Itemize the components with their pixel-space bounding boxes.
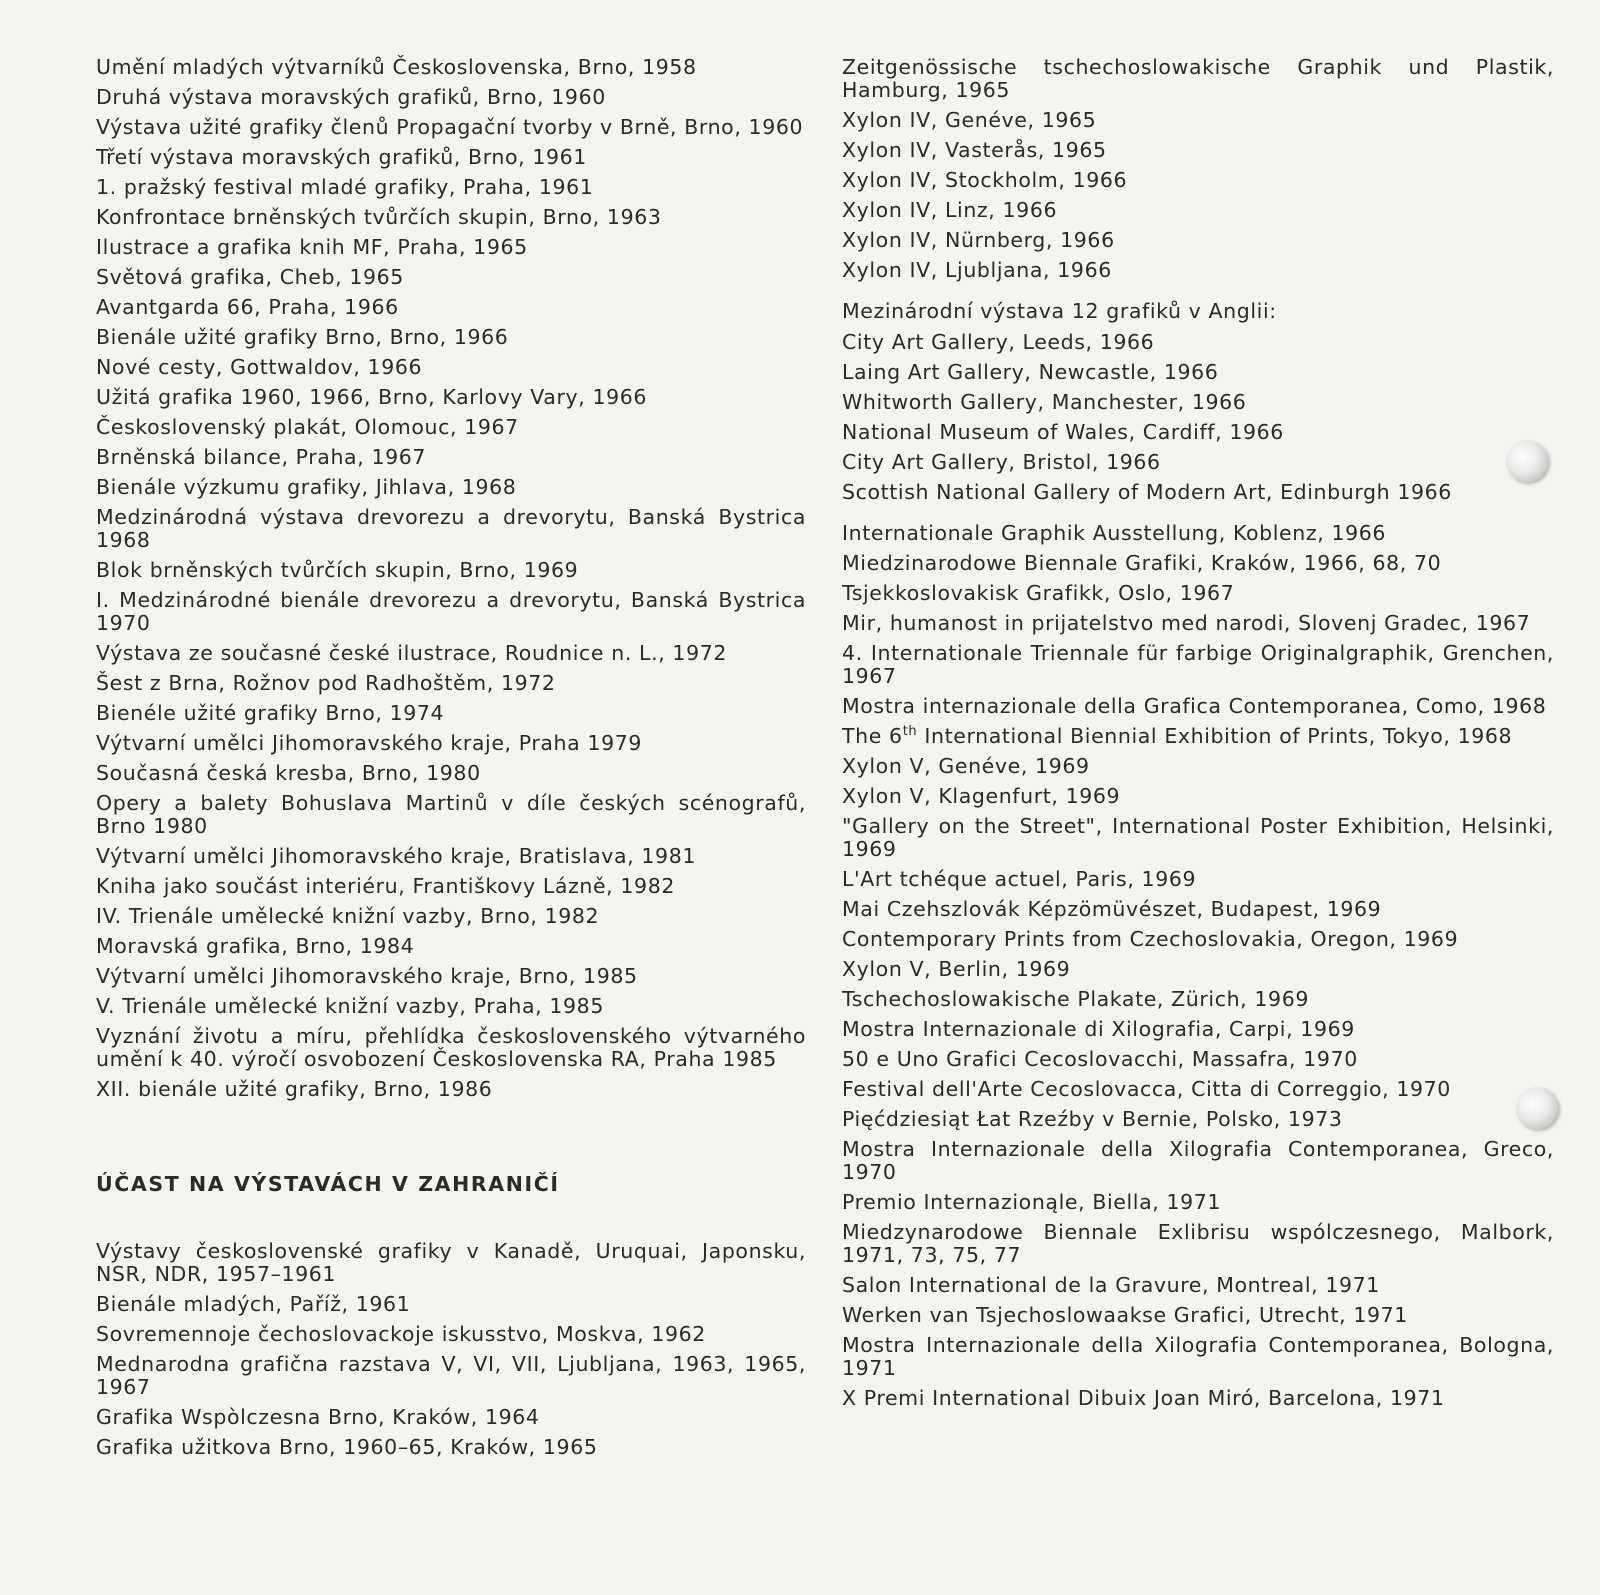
exhibition-entry: Brněnská bilance, Praha, 1967 xyxy=(96,445,427,469)
exhibition-entry: Výstava ze současné české ilustrace, Roudnice n. L., 1972 xyxy=(96,641,728,665)
exhibition-entry: Třetí výstava moravských grafiků, Brno, 1961 xyxy=(96,145,587,169)
exhibition-entry: "Gallery on the Street", International Poster Exhibition, Helsinki, 1969 xyxy=(842,814,1554,861)
subheading-england: Mezinárodní výstava 12 grafiků v Anglii: xyxy=(842,299,1277,323)
exhibition-entry: Současná česká kresba, Brno, 1980 xyxy=(96,761,481,785)
exhibition-entry: 1. pražský festival mladé grafiky, Praha, 1961 xyxy=(96,175,594,199)
exhibition-entry: I. Medzinárodné bienále drevorezu a drevorytu, Banská Bystrica 1970 xyxy=(96,588,806,635)
exhibition-entry: L'Art tchéque actuel, Paris, 1969 xyxy=(842,867,1197,891)
exhibition-entry: Světová grafika, Cheb, 1965 xyxy=(96,265,404,289)
exhibition-entry: Medzinárodná výstava drevorezu a drevorytu, Banská Bystrica 1968 xyxy=(96,505,806,552)
exhibition-entry: Miedzynarodowe Biennale Exlibrisu wspólczesnego, Malbork, 1971, 73, 75, 77 xyxy=(842,1220,1554,1267)
exhibition-entry: Mednarodna grafična razstava V, VI, VII, Ljubljana, 1963, 1965, 1967 xyxy=(96,1352,806,1399)
exhibition-entry: Bienéle užité grafiky Brno, 1974 xyxy=(96,701,445,725)
domestic-exhibitions-list xyxy=(96,56,806,1101)
tokyo-entry-pre: The 6 xyxy=(842,724,903,748)
exhibition-entry: Mostra internazionale della Grafica Contemporanea, Como, 1968 xyxy=(842,694,1547,718)
exhibition-entry: Výtvarní umělci Jihomoravského kraje, Bratislava, 1981 xyxy=(96,844,696,868)
exhibition-entry: IV. Trienále umělecké knižní vazby, Brno, 1982 xyxy=(96,904,600,928)
exhibition-entry: Contemporary Prints from Czechoslovakia, Oregon, 1969 xyxy=(842,927,1459,951)
section-heading-abroad: ÚČAST NA VÝSTAVÁCH V ZAHRANIČÍ xyxy=(96,1172,560,1196)
exhibition-entry: Šest z Brna, Rožnov pod Radhoštěm, 1972 xyxy=(96,671,556,695)
exhibition-entry: XII. bienále užité grafiky, Brno, 1986 xyxy=(96,1077,493,1101)
exhibition-entry: Festival dell'Arte Cecoslovacca, Citta di Correggio, 1970 xyxy=(842,1077,1451,1101)
exhibition-entry: Nové cesty, Gottwaldov, 1966 xyxy=(96,355,423,379)
exhibition-entry: Whitworth Gallery, Manchester, 1966 xyxy=(842,390,1247,414)
exhibition-entry: Mostra Internazionale della Xilografia Contemporanea, Greco, 1970 xyxy=(842,1137,1554,1184)
exhibition-entry: Bienále užité grafiky Brno, Brno, 1966 xyxy=(96,325,509,349)
exhibition-entry: Xylon V, Genéve, 1969 xyxy=(842,754,1090,778)
exhibition-entry: Kniha jako součást interiéru, Františkovy Lázně, 1982 xyxy=(96,874,675,898)
exhibition-entry: Salon International de la Gravure, Montreal, 1971 xyxy=(842,1273,1380,1297)
exhibition-entry: Opery a balety Bohuslava Martinů v díle českých scénografů, Brno 1980 xyxy=(96,791,806,838)
exhibition-entry: Československý plakát, Olomouc, 1967 xyxy=(96,415,519,439)
exhibition-entry: Xylon IV, Vasterås, 1965 xyxy=(842,138,1107,162)
exhibition-entry: Druhá výstava moravských grafiků, Brno, 1960 xyxy=(96,85,606,109)
exhibition-entry: Werken van Tsjechoslowaakse Grafici, Utrecht, 1971 xyxy=(842,1303,1408,1327)
exhibition-entry: Výtvarní umělci Jihomoravského kraje, Brno, 1985 xyxy=(96,964,638,988)
exhibition-entry: Mostra Internazionale della Xilografia Contemporanea, Bologna, 1971 xyxy=(842,1333,1554,1380)
exhibition-entry: Umění mladých výtvarníků Československa, Brno, 1958 xyxy=(96,55,697,79)
exhibition-entry: 50 e Uno Grafici Cecoslovacchi, Massafra, 1970 xyxy=(842,1047,1358,1071)
exhibition-entry: Konfrontace brněnských tvůrčích skupin, Brno, 1963 xyxy=(96,205,662,229)
abroad-exhibitions-list xyxy=(96,1240,806,1459)
exhibition-entry: X Premi International Dibuix Joan Miró, Barcelona, 1971 xyxy=(842,1386,1445,1410)
exhibition-entry: Laing Art Gallery, Newcastle, 1966 xyxy=(842,360,1219,384)
ordinal-suffix: th xyxy=(902,724,918,740)
exhibition-entry: Xylon V, Klagenfurt, 1969 xyxy=(842,784,1121,808)
exhibition-entry: Xylon IV, Nürnberg, 1966 xyxy=(842,228,1115,252)
exhibition-entry: City Art Gallery, Leeds, 1966 xyxy=(842,330,1155,354)
exhibition-entry: Tsjekkoslovakisk Grafikk, Oslo, 1967 xyxy=(842,581,1235,605)
exhibition-entry: V. Trienále umělecké knižní vazby, Praha, 1985 xyxy=(96,994,604,1018)
exhibition-entry: 4. Internationale Triennale für farbige Originalgraphik, Grenchen, 1967 xyxy=(842,641,1554,688)
exhibition-entry: Užitá grafika 1960, 1966, Brno, Karlovy Vary, 1966 xyxy=(96,385,648,409)
tokyo-entry-post: International Biennial Exhibition of Prints, Tokyo, 1968 xyxy=(917,724,1513,748)
exhibition-entry: Miedzinarodowe Biennale Grafiki, Kraków, 1966, 68, 70 xyxy=(842,551,1442,575)
left-column xyxy=(96,56,806,1466)
exhibition-entry: Sovremennoje čechoslovackoje iskusstvo, Moskva, 1962 xyxy=(96,1322,706,1346)
exhibition-entry: Avantgarda 66, Praha, 1966 xyxy=(96,295,399,319)
exhibition-entry: Grafika Wspòlczesna Brno, Kraków, 1964 xyxy=(96,1405,540,1429)
exhibition-entry: Pięćdziesiąt Łat Rzeźby v Bernie, Polsko, 1973 xyxy=(842,1107,1343,1131)
exhibition-entry: Výstava užité grafiky členů Propagační tvorby v Brně, Brno, 1960 xyxy=(96,115,804,139)
exhibition-entry: Tschechoslowakische Plakate, Zürich, 1969 xyxy=(842,987,1309,1011)
exhibition-entry: Bienále výzkumu grafiky, Jihlava, 1968 xyxy=(96,475,517,499)
exhibition-entry: Xylon V, Berlin, 1969 xyxy=(842,957,1071,981)
international-exhibitions-list xyxy=(842,522,1554,1410)
exhibition-entry: Bienále mladých, Paříž, 1961 xyxy=(96,1292,411,1316)
punch-hole-lower xyxy=(1516,1087,1558,1129)
right-column xyxy=(842,56,1554,1417)
exhibition-entry: City Art Gallery, Bristol, 1966 xyxy=(842,450,1161,474)
exhibition-entry: Výstavy československé grafiky v Kanadě, Uruquai, Japonsku, NSR, NDR, 1957–1961 xyxy=(96,1239,806,1286)
england-exhibitions-list xyxy=(842,331,1554,504)
exhibition-entry: Mir, humanost in prijatelstvo med narodi, Slovenj Gradec, 1967 xyxy=(842,611,1531,635)
exhibition-entry: Xylon IV, Ljubljana, 1966 xyxy=(842,258,1112,282)
exhibition-entry: Xylon IV, Stockholm, 1966 xyxy=(842,168,1128,192)
exhibition-entry: Blok brněnských tvůrčích skupin, Brno, 1969 xyxy=(96,558,579,582)
exhibition-entry: Xylon IV, Linz, 1966 xyxy=(842,198,1058,222)
exhibition-entry: Vyznání životu a míru, přehlídka československého výtvarného umění k 40. výročí osvobození Československa RA, Praha 1985 xyxy=(96,1024,806,1071)
abroad-exhibitions-list-continued xyxy=(842,56,1554,282)
exhibition-entry: Premio Internazionąle, Biella, 1971 xyxy=(842,1190,1222,1214)
exhibition-entry: Výtvarní umělci Jihomoravského kraje, Praha 1979 xyxy=(96,731,642,755)
exhibition-entry: Grafika užitkova Brno, 1960–65, Kraków, 1965 xyxy=(96,1435,598,1459)
exhibition-entry: Moravská grafika, Brno, 1984 xyxy=(96,934,415,958)
punch-hole-upper xyxy=(1506,440,1548,482)
exhibition-entry: Zeitgenössische tschechoslowakische Graphik und Plastik, Hamburg, 1965 xyxy=(842,55,1554,102)
exhibition-entry: Mai Czehszlovák Képzömüvészet, Budapest, 1969 xyxy=(842,897,1382,921)
exhibition-entry: Internationale Graphik Ausstellung, Koblenz, 1966 xyxy=(842,521,1387,545)
exhibition-entry-tokyo xyxy=(842,725,1554,748)
exhibition-entry: Ilustrace a grafika knih MF, Praha, 1965 xyxy=(96,235,528,259)
exhibition-entry: Mostra Internazionale di Xilografia, Carpi, 1969 xyxy=(842,1017,1355,1041)
exhibition-entry: Xylon IV, Genéve, 1965 xyxy=(842,108,1097,132)
exhibition-entry: Scottish National Gallery of Modern Art, Edinburgh 1966 xyxy=(842,480,1452,504)
exhibition-entry: National Museum of Wales, Cardiff, 1966 xyxy=(842,420,1284,444)
